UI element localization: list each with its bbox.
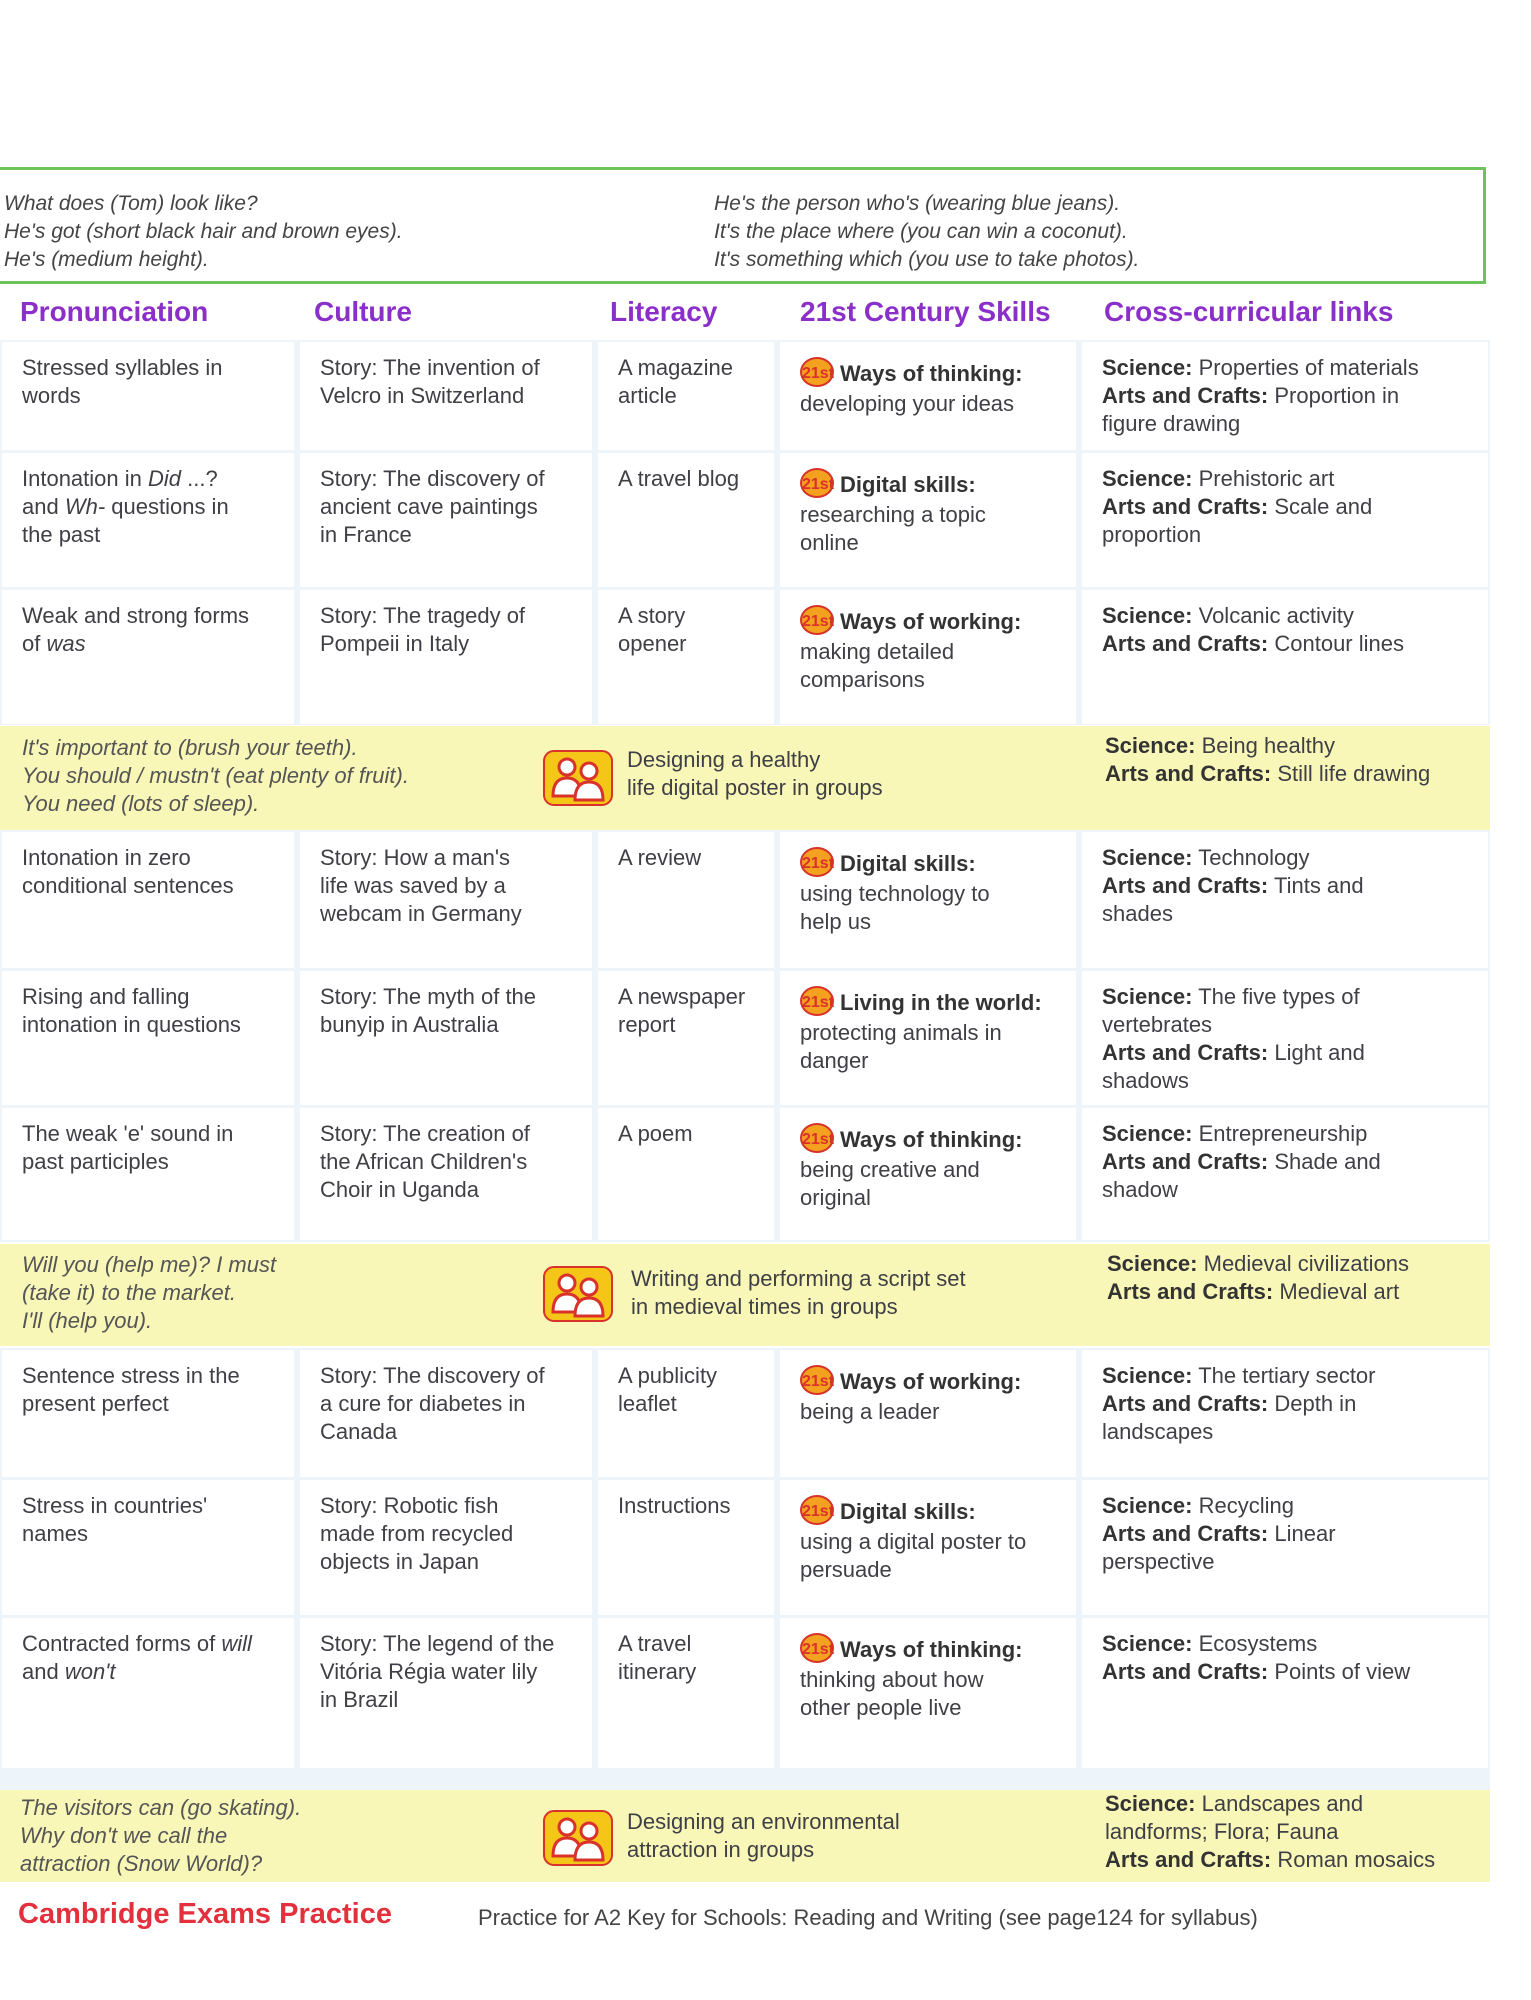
science-line (1102, 1492, 1478, 1520)
science-line (1102, 983, 1478, 1011)
unit-cell-cross (1082, 453, 1488, 587)
unit-cell-literacy (598, 453, 774, 587)
21st-century-badge-icon: 21st (800, 1633, 834, 1663)
pronunciation-line: of was (22, 631, 86, 656)
arts-label: Arts and Crafts: (1102, 1149, 1269, 1174)
pronunciation-line: Stress in countries' (22, 1493, 208, 1518)
unit-cell-literacy (598, 971, 774, 1105)
language-line: It's the place where (you can win a coconut). (714, 220, 1128, 243)
language-line: He's (medium height). (4, 248, 209, 271)
science-line (1102, 354, 1478, 382)
21st-century-badge-icon: 21st (800, 1365, 834, 1395)
language-line: You should / mustn't (eat plenty of fruit). (22, 763, 409, 788)
skill-title: Digital skills: (840, 472, 976, 497)
pronunciation-line: and won't (22, 1659, 116, 1684)
arts-label: Arts and Crafts: (1105, 761, 1272, 786)
skill-heading (800, 471, 1066, 501)
unit-cell-literacy (598, 1108, 774, 1240)
arts-line (1102, 1039, 1478, 1067)
science-text: Recycling (1192, 1493, 1294, 1518)
unit-cell-cross (1082, 1350, 1488, 1477)
literacy-line: A newspaper (618, 984, 746, 1009)
science-label: Science: (1107, 1251, 1198, 1276)
literacy-line: Instructions (618, 1493, 731, 1518)
skill-heading (800, 608, 1066, 638)
band-language (22, 734, 409, 818)
arts-text-continued: perspective (1102, 1549, 1215, 1574)
pronunciation-line: Sentence stress in the (22, 1363, 240, 1388)
group-work-icon (543, 1810, 613, 1866)
science-text: Properties of materials (1192, 355, 1419, 380)
language-line: Why don't we call the (20, 1823, 228, 1848)
unit-cell-skill (780, 832, 1076, 968)
band-project (631, 1265, 966, 1321)
skill-title: Ways of thinking: (840, 1637, 1023, 1662)
arts-line (1102, 872, 1478, 900)
skill-line: protecting animals in (800, 1020, 1002, 1046)
unit-cell-cross (1082, 342, 1488, 450)
arts-text-continued: shadow (1102, 1177, 1178, 1202)
pronunciation-line: intonation in questions (22, 1012, 241, 1037)
21st-century-badge-icon: 21st (800, 1495, 834, 1525)
unit-cell-cross (1082, 1108, 1488, 1240)
skill-line: researching a topic (800, 502, 986, 528)
band-cross-curricular (1105, 732, 1430, 788)
21st-century-badge-icon: 21st (800, 605, 834, 635)
science-label: Science: (1102, 1121, 1193, 1146)
skill-title: Ways of working: (840, 609, 1022, 634)
literacy-line: leaflet (618, 1391, 677, 1416)
culture-line: Story: The creation of (320, 1121, 530, 1146)
project-line: life digital poster in groups (627, 775, 883, 800)
arts-line (1102, 1658, 1478, 1686)
skill-title: Living in the world: (840, 990, 1042, 1015)
science-line (1102, 1630, 1478, 1658)
skill-line: being creative and (800, 1157, 980, 1183)
arts-text-continued: landscapes (1102, 1419, 1214, 1444)
unit-cell-culture (300, 1480, 592, 1615)
skill-line: original (800, 1185, 871, 1211)
culture-line: Story: The legend of the (320, 1631, 555, 1656)
arts-line (1102, 493, 1478, 521)
culture-line: ancient cave paintings (320, 494, 538, 519)
language-line: He's the person who's (wearing blue jeans). (714, 192, 1121, 215)
skill-line: making detailed (800, 639, 955, 665)
skill-line: other people live (800, 1695, 962, 1721)
pronunciation-line: conditional sentences (22, 873, 234, 898)
pronunciation-line: Rising and falling (22, 984, 190, 1009)
unit-cell-literacy (598, 1480, 774, 1615)
arts-text: Proportion in (1268, 383, 1400, 408)
project-band (0, 1244, 1490, 1346)
skill-title: Ways of thinking: (840, 1127, 1023, 1152)
pronunciation-line: present perfect (22, 1391, 169, 1416)
arts-label: Arts and Crafts: (1102, 873, 1269, 898)
arts-text: Depth in (1268, 1391, 1357, 1416)
project-line: in medieval times in groups (631, 1294, 898, 1319)
skill-line: danger (800, 1048, 869, 1074)
project-band (0, 726, 1490, 830)
literacy-line: A story (618, 603, 686, 628)
skill-heading (800, 989, 1066, 1019)
band-project (627, 1808, 900, 1864)
arts-line (1102, 1148, 1478, 1176)
skill-heading (800, 1498, 1066, 1528)
unit-cell-culture (300, 453, 592, 587)
language-box-left (4, 190, 403, 274)
pronunciation-line: the past (22, 522, 101, 547)
science-label: Science: (1102, 603, 1193, 628)
language-line: Will you (help me)? I must (22, 1252, 277, 1277)
literacy-line: opener (618, 631, 687, 656)
pronunciation-line: Contracted forms of will (22, 1631, 252, 1656)
unit-cell-culture (300, 971, 592, 1105)
culture-line: in Brazil (320, 1687, 399, 1712)
band-language (22, 1251, 276, 1335)
science-line (1102, 1362, 1478, 1390)
arts-label: Arts and Crafts: (1102, 494, 1269, 519)
arts-label: Arts and Crafts: (1102, 631, 1269, 656)
language-box (0, 167, 1486, 284)
science-label: Science: (1102, 984, 1193, 1009)
literacy-line: itinerary (618, 1659, 697, 1684)
unit-cell-cross (1082, 832, 1488, 968)
unit-cell-skill (780, 971, 1076, 1105)
science-text: The five types of (1192, 984, 1360, 1009)
language-line: It's important to (brush your teeth). (22, 735, 358, 760)
literacy-line: A travel blog (618, 466, 740, 491)
culture-line: Story: The invention of (320, 355, 540, 380)
cambridge-exams-title: Cambridge Exams Practice (18, 1898, 392, 1930)
project-line: Writing and performing a script set (631, 1266, 966, 1291)
culture-line: objects in Japan (320, 1549, 479, 1574)
arts-text: Medieval art (1279, 1279, 1400, 1304)
skill-title: Digital skills: (840, 1499, 976, 1524)
arts-text: Still life drawing (1277, 761, 1431, 786)
unit-cell-skill (780, 1108, 1076, 1240)
culture-line: Story: The discovery of (320, 466, 545, 491)
science-line (1102, 1120, 1478, 1148)
21st-century-badge-icon: 21st (800, 468, 834, 498)
literacy-line: A magazine (618, 355, 733, 380)
skill-line: being a leader (800, 1399, 940, 1425)
pronunciation-line: and Wh- questions in (22, 494, 229, 519)
21st-century-badge-icon: 21st (800, 1123, 834, 1153)
cambridge-exams-text: Practice for A2 Key for Schools: Reading and Writing (see page124 for syllabus) (478, 1905, 1258, 1930)
science-label: Science: (1102, 355, 1193, 380)
pronunciation-line: Intonation in Did ...? (22, 466, 218, 491)
arts-text: Linear (1268, 1521, 1336, 1546)
project-line: attraction in groups (627, 1837, 815, 1862)
science-text: Technology (1192, 845, 1310, 870)
skill-line: help us (800, 909, 871, 935)
culture-line: Choir in Uganda (320, 1177, 479, 1202)
science-text: Prehistoric art (1192, 466, 1335, 491)
unit-cell-pron (2, 1350, 294, 1477)
unit-cell-literacy (598, 342, 774, 450)
arts-line (1102, 382, 1478, 410)
skill-heading (800, 1636, 1066, 1666)
unit-cell-literacy (598, 1618, 774, 1768)
literacy-line: A poem (618, 1121, 693, 1146)
science-label: Science: (1102, 466, 1193, 491)
pronunciation-line: Intonation in zero (22, 845, 191, 870)
project-band (0, 1790, 1490, 1882)
unit-cell-skill (780, 1480, 1076, 1615)
skill-line: developing your ideas (800, 391, 1015, 417)
skill-line: persuade (800, 1557, 892, 1583)
arts-text: Tints and (1268, 873, 1364, 898)
21st-century-badge-icon: 21st (800, 986, 834, 1016)
arts-text: Shade and (1268, 1149, 1381, 1174)
science-label: Science: (1105, 1791, 1196, 1816)
culture-line: Vitória Régia water lily (320, 1659, 538, 1684)
culture-line: bunyip in Australia (320, 1012, 499, 1037)
culture-line: the African Children's (320, 1149, 528, 1174)
arts-label: Arts and Crafts: (1102, 1521, 1269, 1546)
arts-line (1102, 1520, 1478, 1548)
arts-label: Arts and Crafts: (1105, 1847, 1272, 1872)
culture-line: life was saved by a (320, 873, 506, 898)
unit-cell-pron (2, 1108, 294, 1240)
skill-heading (800, 850, 1066, 880)
skill-heading (800, 1126, 1066, 1156)
unit-cell-pron (2, 453, 294, 587)
arts-text-continued: shades (1102, 901, 1173, 926)
unit-cell-cross (1082, 971, 1488, 1105)
unit-cell-skill (780, 590, 1076, 724)
culture-line: Story: The discovery of (320, 1363, 545, 1388)
literacy-line: A publicity (618, 1363, 718, 1388)
science-text-continued: landforms; Flora; Fauna (1105, 1819, 1339, 1844)
unit-cell-pron (2, 1618, 294, 1768)
culture-line: in France (320, 522, 412, 547)
header-pronunciation: Pronunciation (20, 296, 209, 327)
skill-line: online (800, 530, 859, 556)
science-label: Science: (1102, 845, 1193, 870)
band-project (627, 746, 883, 802)
unit-cell-cross (1082, 1618, 1488, 1768)
unit-cell-skill (780, 1350, 1076, 1477)
band-cross-curricular (1107, 1250, 1409, 1306)
science-line (1102, 465, 1478, 493)
language-line: It's something which (you use to take photos). (714, 248, 1140, 271)
arts-text: Points of view (1268, 1659, 1411, 1684)
skill-line: comparisons (800, 667, 925, 693)
literacy-line: A travel (618, 1631, 692, 1656)
skill-title: Digital skills: (840, 851, 976, 876)
culture-line: Pompeii in Italy (320, 631, 470, 656)
skill-heading (800, 1368, 1066, 1398)
header-literacy: Literacy (610, 296, 718, 327)
pronunciation-line: Weak and strong forms (22, 603, 250, 628)
unit-cell-cross (1082, 1480, 1488, 1615)
culture-line: Velcro in Switzerland (320, 383, 525, 408)
skill-line: using a digital poster to (800, 1529, 1027, 1555)
unit-cell-skill (780, 1618, 1076, 1768)
language-line: attraction (Snow World)? (20, 1851, 263, 1876)
science-label: Science: (1102, 1631, 1193, 1656)
unit-cell-culture (300, 342, 592, 450)
skill-line: thinking about how (800, 1667, 984, 1693)
arts-text: Contour lines (1268, 631, 1404, 656)
science-text: Entrepreneurship (1192, 1121, 1368, 1146)
skill-title: Ways of working: (840, 1369, 1022, 1394)
pronunciation-line: words (22, 383, 81, 408)
culture-line: Canada (320, 1419, 398, 1444)
unit-cell-pron (2, 971, 294, 1105)
21st-century-badge-icon: 21st (800, 847, 834, 877)
culture-line: Story: Robotic fish (320, 1493, 499, 1518)
arts-label: Arts and Crafts: (1102, 1659, 1269, 1684)
science-text: The tertiary sector (1192, 1363, 1376, 1388)
unit-cell-literacy (598, 590, 774, 724)
arts-label: Arts and Crafts: (1102, 1040, 1269, 1065)
science-text: Medieval civilizations (1203, 1251, 1410, 1276)
21st-century-badge-icon: 21st (800, 357, 834, 387)
header-cross-curricular: Cross-curricular links (1104, 296, 1394, 327)
science-text: Being healthy (1201, 733, 1335, 758)
unit-cell-pron (2, 590, 294, 724)
unit-cell-pron (2, 832, 294, 968)
arts-text-continued: figure drawing (1102, 411, 1241, 436)
culture-line: a cure for diabetes in (320, 1391, 526, 1416)
language-line: What does (Tom) look like? (4, 192, 258, 215)
unit-cell-culture (300, 590, 592, 724)
band-cross-curricular (1105, 1790, 1435, 1874)
language-line: He's got (short black hair and brown eyes). (4, 220, 403, 243)
language-line: The visitors can (go skating). (20, 1795, 302, 1820)
science-label: Science: (1102, 1493, 1193, 1518)
unit-cell-cross (1082, 590, 1488, 724)
arts-text: Scale and (1268, 494, 1373, 519)
header-culture: Culture (314, 296, 412, 327)
science-label: Science: (1102, 1363, 1193, 1388)
band-language (20, 1794, 301, 1878)
unit-cell-culture (300, 1618, 592, 1768)
culture-line: Story: The tragedy of (320, 603, 526, 628)
pronunciation-line: names (22, 1521, 89, 1546)
language-line: I'll (help you). (22, 1308, 153, 1333)
arts-line (1102, 1390, 1478, 1418)
science-line (1102, 602, 1478, 630)
arts-text-continued: shadows (1102, 1068, 1189, 1093)
unit-cell-culture (300, 1108, 592, 1240)
unit-cell-pron (2, 342, 294, 450)
unit-cell-literacy (598, 1350, 774, 1477)
culture-line: Story: How a man's (320, 845, 511, 870)
culture-line: made from recycled (320, 1521, 514, 1546)
arts-line (1102, 630, 1478, 658)
literacy-line: article (618, 383, 677, 408)
skill-line: using technology to (800, 881, 990, 907)
arts-text-continued: proportion (1102, 522, 1202, 547)
culture-line: webcam in Germany (320, 901, 522, 926)
science-text: Volcanic activity (1192, 603, 1354, 628)
arts-text: Roman mosaics (1277, 1847, 1436, 1872)
literacy-line: A review (618, 845, 702, 870)
group-work-icon (543, 750, 613, 806)
pronunciation-line: Stressed syllables in (22, 355, 223, 380)
unit-cell-skill (780, 342, 1076, 450)
unit-cell-pron (2, 1480, 294, 1615)
literacy-line: report (618, 1012, 676, 1037)
culture-line: Story: The myth of the (320, 984, 537, 1009)
science-label: Science: (1105, 733, 1196, 758)
skill-heading (800, 360, 1066, 390)
unit-cell-culture (300, 1350, 592, 1477)
project-line: Designing a healthy (627, 747, 821, 772)
project-line: Designing an environmental (627, 1809, 900, 1834)
science-text: Landscapes and (1201, 1791, 1364, 1816)
arts-label: Arts and Crafts: (1107, 1279, 1274, 1304)
group-work-icon (543, 1266, 613, 1322)
header-21st-century-skills: 21st Century Skills (800, 296, 1051, 327)
pronunciation-line: past participles (22, 1149, 169, 1174)
language-line: (take it) to the market. (22, 1280, 236, 1305)
pronunciation-line: The weak 'e' sound in (22, 1121, 234, 1146)
arts-label: Arts and Crafts: (1102, 1391, 1269, 1416)
skill-title: Ways of thinking: (840, 361, 1023, 386)
arts-text: Light and (1268, 1040, 1365, 1065)
arts-label: Arts and Crafts: (1102, 383, 1269, 408)
science-text-continued: vertebrates (1102, 1012, 1213, 1037)
science-text: Ecosystems (1192, 1631, 1318, 1656)
unit-cell-literacy (598, 832, 774, 968)
unit-cell-culture (300, 832, 592, 968)
language-line: You need (lots of sleep). (22, 791, 260, 816)
unit-cell-skill (780, 453, 1076, 587)
language-box-right (714, 190, 1139, 274)
science-line (1102, 844, 1478, 872)
